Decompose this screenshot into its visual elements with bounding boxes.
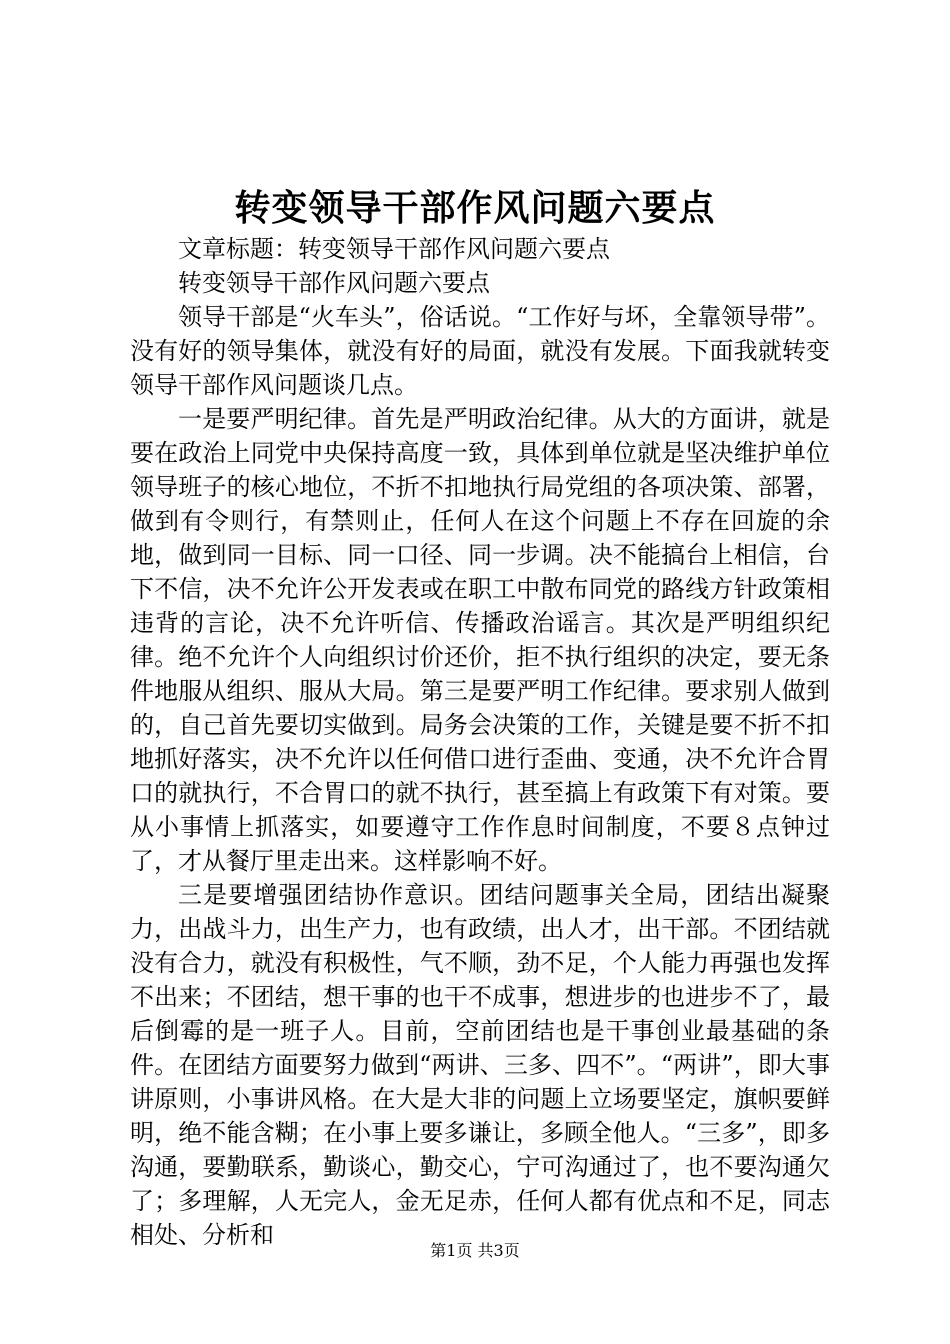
unity-paragraph: 三是要增强团结协作意识。团结问题事关全局，团结出凝聚力，出战斗力，出生产力，也有政绩，出人才，出干部。不团结就没有合力，就没有积极性，气不顺，劲不足，个人能力再强也发挥不出来；不团结，想干事的也干不成事，想进步的也进步不了，最后倒霉的是一班子人。目前，空前团结也是干事创业最基础的条件。在团结方面要努力做到“两讲、三多、四不”。“两讲”，即大事讲原则，小事讲风格。在大是大非的问题上立场要坚定，旗帜要鲜明，绝不能含糊；在小事上要多谦让，多顾全他人。“三多”，即多沟通，要勤联系，勤谈心，勤交心，宁可沟通过了，也不要沟通欠了；多理解，人无完人，金无足赤，任何人都有优点和不足，同志相处、分析和 bbox=[130, 881, 830, 1249]
intro-paragraph: 领导干部是“火车头”，俗话说。“工作好与坏，全靠领导带”。没有好的领导集体，就没有好的局面，就没有发展。下面我就转变领导干部作风问题谈几点。 bbox=[130, 303, 830, 399]
article-title-line: 文章标题：转变领导干部作风问题六要点 bbox=[178, 235, 610, 263]
discipline-paragraph: 一是要严明纪律。首先是严明政治纪律。从大的方面讲，就是要在政治上同党中央保持高度一致，具体到单位就是坚决维护单位领导班子的核心地位，不折不扣地执行局党组的各项决策、部署，做到有令则行，有禁则止，任何人在这个问题上不存在回旋的余地，做到同一目标、同一口径、同一步调。决不能搞台上相信，台下不信，决不允许公开发表或在职工中散布同党的路线方针政策相违背的言论，决不允许听信、传播政治谣言。其次是严明组织纪律。绝不允许个人向组织讨价还价，拒不执行组织的决定，要无条件地服从组织、服从大局。第三是要严明工作纪律。要求别人做到的，自己首先要切实做到。局务会决策的工作，关键是要不折不扣地抓好落实，决不允许以任何借口进行歪曲、变通，决不允许合胃口的就执行，不合胃口的就不执行，甚至搞上有政策下有对策。要从小事情上抓落实，如要遵守工作作息时间制度，不要８点钟过了，才从餐厅里走出来。这样影响不好。 bbox=[130, 405, 830, 875]
subtitle-line: 转变领导干部作风问题六要点 bbox=[178, 269, 490, 297]
document-body bbox=[130, 232, 830, 1252]
page-footer: 第1页 共3页 bbox=[430, 1241, 520, 1260]
document-title: 转变领导干部作风问题六要点 bbox=[234, 187, 716, 229]
